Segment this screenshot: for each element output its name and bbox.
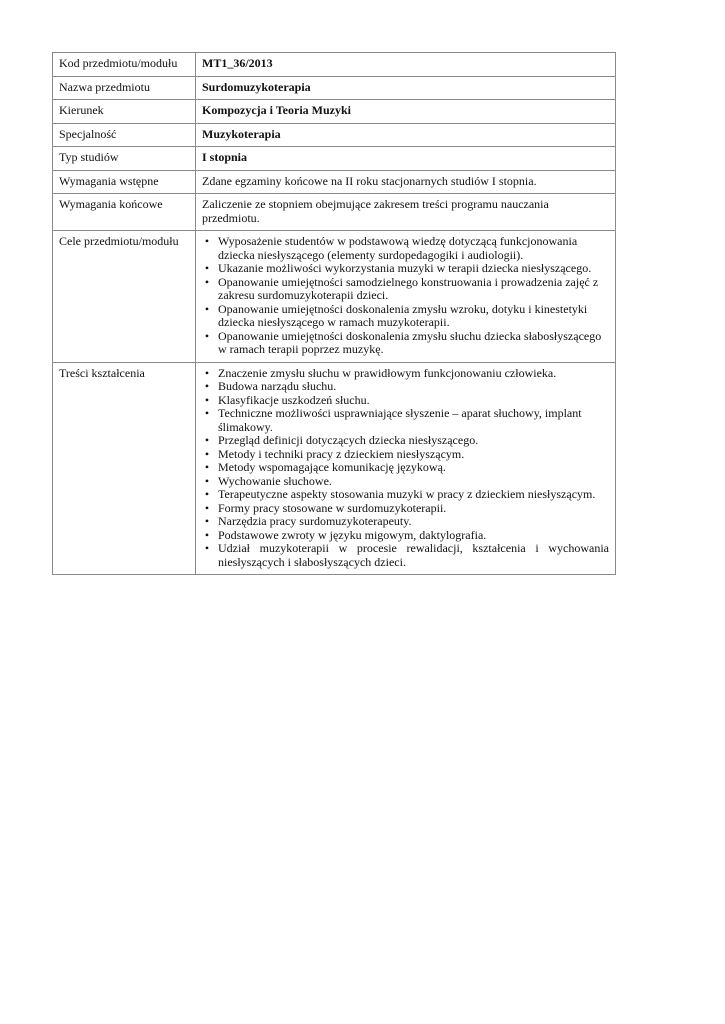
row-label-study-type: Typ studiów <box>53 147 196 171</box>
list-item: • Metody wspomagające komunikację językową. <box>218 461 609 475</box>
list-item: • Narzędzia pracy surdomuzykoterapeuty. <box>218 515 609 529</box>
table-row <box>53 170 616 194</box>
table-row <box>53 231 616 363</box>
table-row <box>53 194 616 231</box>
syllabus-table <box>52 52 616 575</box>
list-item: • Techniczne możliwości usprawniające słyszenie – aparat słuchowy, implant ślimakowy. <box>218 407 609 434</box>
row-label-prerequisites: Wymagania wstępne <box>53 170 196 194</box>
row-value-goals <box>196 231 616 363</box>
row-value-course-name: Surdomuzykoterapia <box>196 76 616 100</box>
list-item: • Formy pracy stosowane w surdomuzykoterapii. <box>218 502 609 516</box>
list-item: • Wychowanie słuchowe. <box>218 475 609 489</box>
table-row <box>53 123 616 147</box>
row-value-prerequisites: Zdane egzaminy końcowe na II roku stacjonarnych studiów I stopnia. <box>196 170 616 194</box>
row-label-contents: Treści kształcenia <box>53 362 196 575</box>
list-item: • Podstawowe zwroty w języku migowym, daktylografia. <box>218 529 609 543</box>
row-label-specialty: Specjalność <box>53 123 196 147</box>
row-value-study-type: I stopnia <box>196 147 616 171</box>
list-item: • Terapeutyczne aspekty stosowania muzyki w pracy z dzieckiem niesłyszącym. <box>218 488 609 502</box>
list-item: • Udział muzykoterapii w procesie rewalidacji, kształcenia i wychowania niesłyszących i słabosłyszących dzieci. <box>218 542 609 569</box>
contents-list <box>202 367 609 570</box>
list-item: • Metody i techniki pracy z dzieckiem niesłyszącym. <box>218 448 609 462</box>
row-label-course-name: Nazwa przedmiotu <box>53 76 196 100</box>
row-value-field: Kompozycja i Teoria Muzyki <box>196 100 616 124</box>
row-label-field: Kierunek <box>53 100 196 124</box>
list-item: • Budowa narządu słuchu. <box>218 380 609 394</box>
table-row <box>53 362 616 575</box>
list-item: • Ukazanie możliwości wykorzystania muzyki w terapii dziecka niesłyszącego. <box>218 262 609 276</box>
list-item: • Opanowanie umiejętności doskonalenia zmysłu wzroku, dotyku i kinestetyki dziecka niesłyszącego w ramach muzykoterapii. <box>218 303 609 330</box>
list-item: • Wyposażenie studentów w podstawową wiedzę dotyczącą funkcjonowania dziecka niesłyszącego (elementy surdopedagogiki i audiologii). <box>218 235 609 262</box>
row-value-course-code: MT1_36/2013 <box>196 53 616 77</box>
row-value-contents <box>196 362 616 575</box>
table-row <box>53 100 616 124</box>
list-item: • Klasyfikacje uszkodzeń słuchu. <box>218 394 609 408</box>
list-item: • Opanowanie umiejętności samodzielnego konstruowania i prowadzenia zajęć z zakresu surdomuzykoterapii dzieci. <box>218 276 609 303</box>
list-item: • Opanowanie umiejętności doskonalenia zmysłu słuchu dziecka słabosłyszącego w ramach terapii poprzez muzykę. <box>218 330 609 357</box>
table-row <box>53 147 616 171</box>
row-label-course-code: Kod przedmiotu/modułu <box>53 53 196 77</box>
list-item: • Znaczenie zmysłu słuchu w prawidłowym funkcjonowaniu człowieka. <box>218 367 609 381</box>
row-value-specialty: Muzykoterapia <box>196 123 616 147</box>
row-label-final-requirements: Wymagania końcowe <box>53 194 196 231</box>
row-value-final-requirements: Zaliczenie ze stopniem obejmujące zakresem treści programu nauczania przedmiotu. <box>196 194 616 231</box>
row-label-goals: Cele przedmiotu/modułu <box>53 231 196 363</box>
table-row <box>53 53 616 77</box>
goals-list <box>202 235 609 357</box>
list-item: • Przegląd definicji dotyczących dziecka niesłyszącego. <box>218 434 609 448</box>
table-row <box>53 76 616 100</box>
